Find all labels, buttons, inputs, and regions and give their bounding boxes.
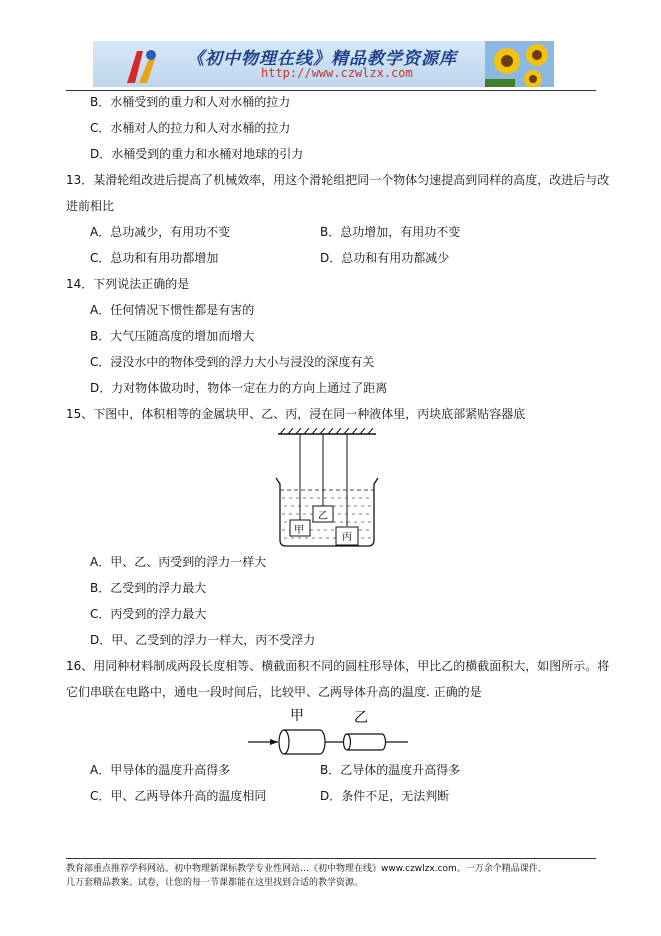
q13-stem: 13．某滑轮组改进后提高了机械效率，用这个滑轮组把同一个物体匀速提高到同样的高度，改进后与改 — [66, 173, 610, 187]
q13-option-c: C．总功和有用功都增加 — [90, 251, 219, 265]
header-title: 《初中物理在线》精品教学资源库 — [187, 49, 457, 69]
q14-stem: 14．下列说法正确的是 — [66, 277, 190, 291]
q14-option-a: A．任何情况下惯性都是有害的 — [90, 303, 255, 317]
header-rule — [66, 90, 596, 91]
header-banner — [93, 41, 554, 87]
site-logo — [121, 45, 161, 85]
q16-option-d: D．条件不足，无法判断 — [320, 789, 450, 803]
q15-option-c: C．丙受到的浮力最大 — [90, 607, 207, 621]
q14-option-c: C．浸没水中的物体受到的浮力大小与浸没的深度有关 — [90, 355, 375, 369]
conductor-figure — [248, 704, 408, 760]
q16-stem-cont: 它们串联在电路中，通电一段时间后，比较甲、乙两导体升高的温度. 正确的是 — [66, 685, 482, 699]
q13-option-d: D．总功和有用功都减少 — [320, 251, 450, 265]
label-bing: 丙 — [342, 532, 352, 543]
footer-line-1: 教育部重点推荐学科网站、初中物理新课标教学专业性网站…《初中物理在线》www.czwlzx.com。一万余个精品课件、 — [66, 864, 547, 874]
footer-rule — [66, 858, 596, 859]
q13-stem-cont: 进前相比 — [66, 199, 115, 213]
q15-option-b: B．乙受到的浮力最大 — [90, 581, 207, 595]
q15-option-a: A．甲、乙、丙受到的浮力一样大 — [90, 555, 267, 569]
q13-option-a: A．总功减少，有用功不变 — [90, 225, 231, 239]
q12-option-c: C．水桶对人的拉力和人对水桶的拉力 — [90, 121, 291, 135]
footer-line-2: 几万套精品教案、试卷，让您的每一节课都能在这里找到合适的教学资源。 — [66, 878, 364, 888]
q16-stem: 16、用同种材料制成两段长度相等、横截面积不同的圆柱形导体，甲比乙的横截面积大，如图所示。将 — [66, 659, 610, 673]
q15-option-d: D．甲、乙受到的浮力一样大，丙不受浮力 — [90, 633, 316, 647]
q16-option-b: B．乙导体的温度升高得多 — [320, 763, 461, 777]
q16-option-a: A．甲导体的温度升高得多 — [90, 763, 231, 777]
label-jia: 甲 — [294, 525, 304, 536]
header-url[interactable]: http://www.czwlzx.com — [261, 66, 413, 80]
q15-stem: 15、下图中，体积相等的金属块甲、乙、丙，浸在同一种液体里，丙块底部紧贴容器底 — [66, 407, 526, 421]
q13-option-b: B．总功增加，有用功不变 — [320, 225, 461, 239]
q16-option-c: C．甲、乙两导体升高的温度相同 — [90, 789, 267, 803]
label-yi: 乙 — [318, 511, 328, 522]
q12-option-b: B．水桶受到的重力和人对水桶的拉力 — [90, 95, 291, 109]
q12-option-d: D．水桶受到的重力和水桶对地球的引力 — [90, 147, 304, 161]
q14-option-b: B．大气压随高度的增加而增大 — [90, 329, 255, 343]
buoyancy-figure — [270, 428, 390, 552]
sunflower-image — [485, 41, 554, 87]
q14-option-d: D．力对物体做功时，物体一定在力的方向上通过了距离 — [90, 381, 388, 395]
label-jia: 甲 — [290, 708, 304, 724]
label-yi: 乙 — [354, 710, 368, 726]
